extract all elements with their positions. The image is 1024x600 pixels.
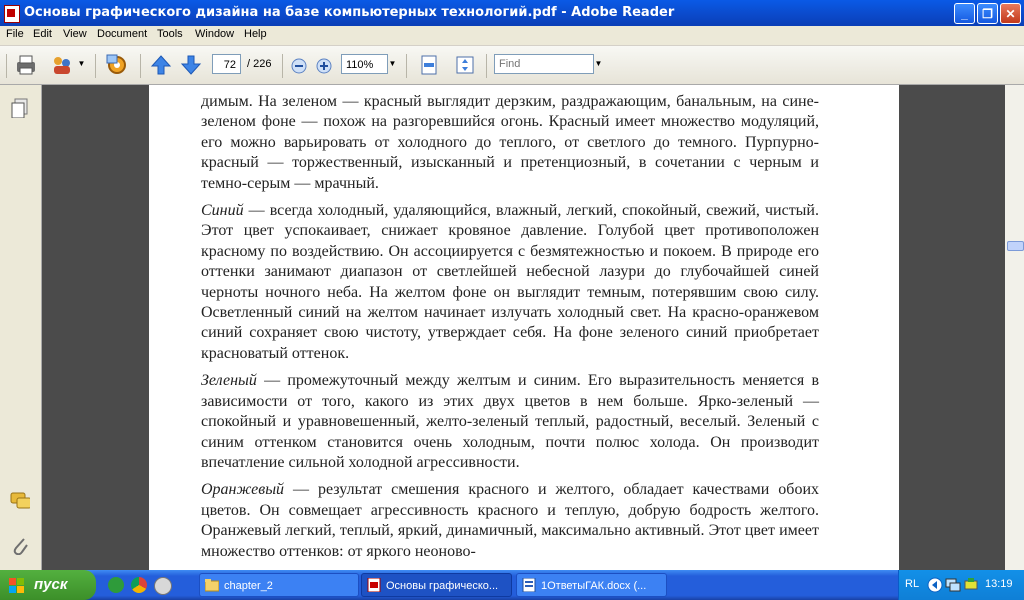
toolbar [0, 46, 1024, 85]
document-viewer[interactable] [42, 85, 1005, 570]
maximize-button[interactable]: ❐ [977, 3, 998, 24]
minimize-button[interactable]: _ [954, 3, 975, 24]
chrome-icon[interactable] [131, 577, 147, 593]
toolbar-separator [140, 54, 141, 78]
title-bar [0, 0, 1024, 26]
toolbar-separator [95, 54, 96, 78]
zoom-out-icon[interactable] [291, 58, 307, 74]
system-tray [898, 570, 1024, 600]
toolbar-grip [6, 54, 7, 78]
safely-remove-hardware-icon[interactable] [963, 577, 979, 593]
clock: 13:19 [985, 578, 1013, 590]
pdf-icon [367, 578, 381, 592]
language-indicator[interactable]: RL [905, 578, 920, 590]
adobe-reader-app-icon[interactable] [4, 5, 20, 23]
find-input[interactable] [494, 54, 594, 74]
word-icon [522, 578, 536, 592]
windows-logo-icon [8, 577, 24, 593]
pdf-page [149, 85, 899, 570]
close-button[interactable]: ✕ [1000, 3, 1021, 24]
menu-edit[interactable]: Edit [33, 28, 52, 40]
toolbar-separator [282, 54, 283, 78]
zoom-level-select[interactable]: 110% [341, 54, 388, 74]
taskbar-item-chapter-2[interactable]: chapter_2 [199, 573, 359, 597]
navigation-panel [0, 85, 42, 570]
attachments-icon[interactable] [10, 535, 30, 555]
next-page-icon[interactable] [180, 54, 202, 76]
fit-page-icon[interactable] [418, 54, 440, 76]
utorrent-icon[interactable] [108, 577, 124, 593]
taskbar [0, 570, 1024, 600]
scrollbar-thumb[interactable] [1007, 241, 1024, 251]
find-dropdown-icon[interactable]: ▼ [594, 59, 603, 68]
menu-file[interactable]: File [6, 28, 24, 40]
paragraph: Синий — всегда холодный, удаляющийся, влажный, легкий, спокойный, свежий, чистый. Этот цвет успокаивает, снижает кровяное давление. Голубой цвет противоположен красному по воздействию. Он ассоциируется с безмятежностью и покоем. В природе его оттенки занимают диапазон от светлейшей небесной лазури до глубочайшей синей черноты ночного неба. На желтом фоне он выглядит темным, потерявшим свою силу. Осветленный синий на желтом начинает излучать холодный свет. На красно-оранжевом синий сохраняет свою чистоту, утверждает себя. На фоне зеленого синий приобретает красноватый оттенок. [201, 202, 819, 362]
settings-gear-icon[interactable] [104, 52, 130, 78]
paragraph: Оранжевый — результат смешения красного и желтого, обладает качествами обоих цветов. Он совмещает агрессивность красного и теплую, добрую бодрость желтого. Оранжевый легкий, теплый, яркий, динамичный, максимально активный. Этот цвет имеет множество оттенков: от яркого неоново- [201, 481, 819, 560]
menu-view[interactable]: View [63, 28, 87, 40]
network-icon[interactable] [945, 577, 961, 593]
prev-page-icon[interactable] [150, 54, 172, 76]
tray-expand-icon[interactable] [927, 577, 943, 593]
taskbar-item-word[interactable]: 1ОтветыГАК.docx (... [516, 573, 667, 597]
menu-help[interactable]: Help [244, 28, 267, 40]
collaborate-icon[interactable] [50, 53, 74, 77]
start-label: пуск [34, 576, 68, 593]
start-button[interactable] [0, 570, 96, 600]
vertical-scrollbar[interactable] [1005, 85, 1024, 570]
comments-icon[interactable] [10, 491, 30, 511]
zoom-in-icon[interactable] [316, 58, 332, 74]
page-total-label: / 226 [247, 58, 272, 70]
pages-icon[interactable] [10, 98, 30, 118]
zoom-dropdown-icon[interactable]: ▼ [388, 59, 397, 68]
taskbar-item-pdf[interactable]: Основы графическо... [361, 573, 512, 597]
paragraph: Зеленый — промежуточный между желтым и синим. Его выразительность меняется в зависимости от того, какого из этих двух цветов в нем больше. Ярко-зеленый — спокойный и уравновешенный, желто-зеленый теплый, радостный, веселый. Зеленый с синим оттенком становится очень холодным, почти полюс холода. Он производит впечатление сильной холодной агрессивности. [201, 372, 819, 471]
fit-width-icon[interactable] [454, 54, 476, 76]
print-icon[interactable] [14, 53, 38, 77]
toolbar-separator [406, 54, 407, 78]
toolbar-separator [486, 54, 487, 78]
window-title: Основы графического дизайна на базе компьютерных технологий.pdf - Adobe Reader [24, 5, 675, 20]
page-text [201, 92, 819, 569]
menu-document[interactable]: Document [97, 28, 148, 40]
paragraph: димым. На зеленом — красный выглядит дерзким, раздражающим, банальным, на сине-зеленом фоне — похож на разгоревшийся огонь. Красный имеет множество модуляций, его можно варьировать от холодного до теплого, от светлого до темного. Пурпурно-красный — торжественный, изысканный и претенциозный, в сочетании с черным и темно-серым — мрачный. [201, 93, 819, 192]
menu-window[interactable]: Window [195, 28, 235, 40]
menu-tools[interactable]: Tools [157, 28, 183, 40]
page-number-input[interactable]: 72 [212, 54, 241, 74]
menu-bar [0, 26, 1024, 46]
chevron-down-icon[interactable]: ▼ [77, 59, 86, 68]
media-player-icon[interactable] [154, 577, 172, 595]
folder-icon [205, 578, 219, 592]
